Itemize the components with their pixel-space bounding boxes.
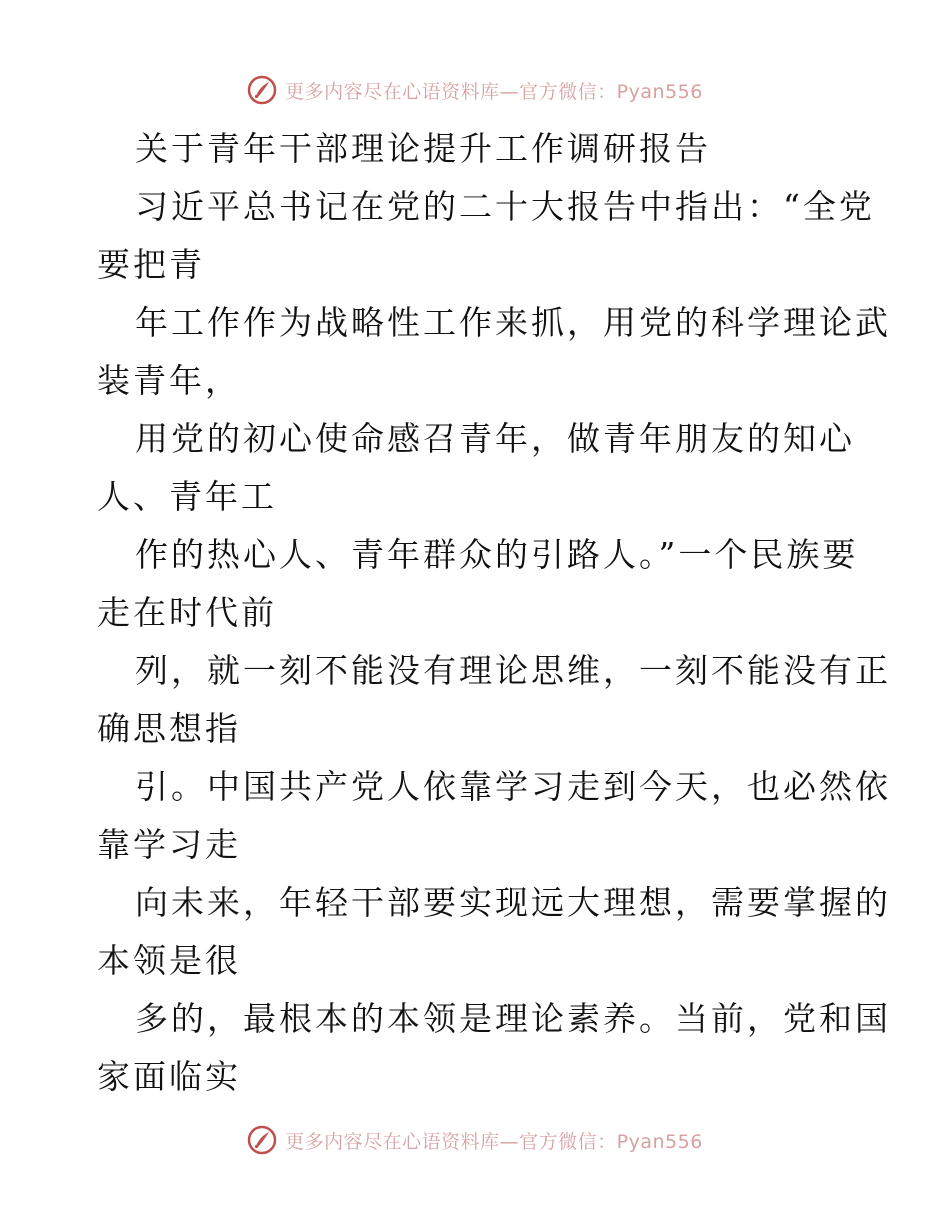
document-title: 关于青年干部理论提升工作调研报告 — [135, 129, 711, 168]
paragraph-line — [97, 874, 891, 932]
header-watermark — [0, 70, 950, 110]
document-paragraph — [97, 178, 891, 1106]
paragraph-line — [97, 1048, 857, 1106]
paragraph-line — [97, 642, 891, 700]
paragraph-line — [97, 236, 857, 294]
text-line: 靠学习走 — [97, 825, 241, 864]
paragraph-line — [97, 700, 857, 758]
paragraph-line — [97, 816, 857, 874]
text-line: 引。中国共产党人依靠学习走到今天，也必然依 — [135, 767, 891, 806]
text-line: 人、青年工 — [97, 477, 277, 516]
text-line: 装青年， — [97, 361, 241, 400]
paragraph-line — [97, 990, 891, 1048]
paragraph-line — [97, 294, 891, 352]
paragraph-line — [97, 410, 857, 468]
text-line: 要把青 — [97, 245, 205, 284]
text-line: 走在时代前 — [97, 593, 277, 632]
text-line: 家面临实 — [97, 1057, 241, 1096]
footer-watermark — [0, 1120, 950, 1160]
text-line: 作的热心人、青年群众的引路人。”一个民族要 — [135, 535, 859, 574]
text-line: 列，就一刻不能没有理论思维，一刻不能没有正 — [135, 651, 891, 690]
text-line: 习近平总书记在党的二十大报告中指出：“全党 — [135, 187, 875, 226]
text-line: 本领是很 — [97, 941, 241, 980]
brush-logo-icon — [247, 75, 277, 105]
text-line: 年工作作为战略性工作来抓，用党的科学理论武 — [135, 303, 891, 342]
text-line: 多的，最根本的本领是理论素养。当前，党和国 — [135, 999, 891, 1038]
watermark-text: 更多内容尽在心语资料库—官方微信：Pyan556 — [285, 1130, 703, 1153]
text-line: 用党的初心使命感召青年，做青年朋友的知心 — [135, 419, 855, 458]
paragraph-line — [97, 526, 857, 584]
paragraph-line — [97, 758, 891, 816]
paragraph-line — [97, 352, 857, 410]
paragraph-line — [97, 178, 875, 236]
text-line: 确思想指 — [97, 709, 241, 748]
text-line: 向未来，年轻干部要实现远大理想，需要掌握的 — [135, 883, 891, 922]
brush-logo-icon — [247, 1125, 277, 1155]
paragraph-line — [97, 468, 857, 526]
paragraph-line — [97, 584, 857, 642]
paragraph-line — [97, 932, 857, 990]
watermark-text: 更多内容尽在心语资料库—官方微信：Pyan556 — [285, 80, 703, 103]
document-body — [97, 120, 891, 1106]
